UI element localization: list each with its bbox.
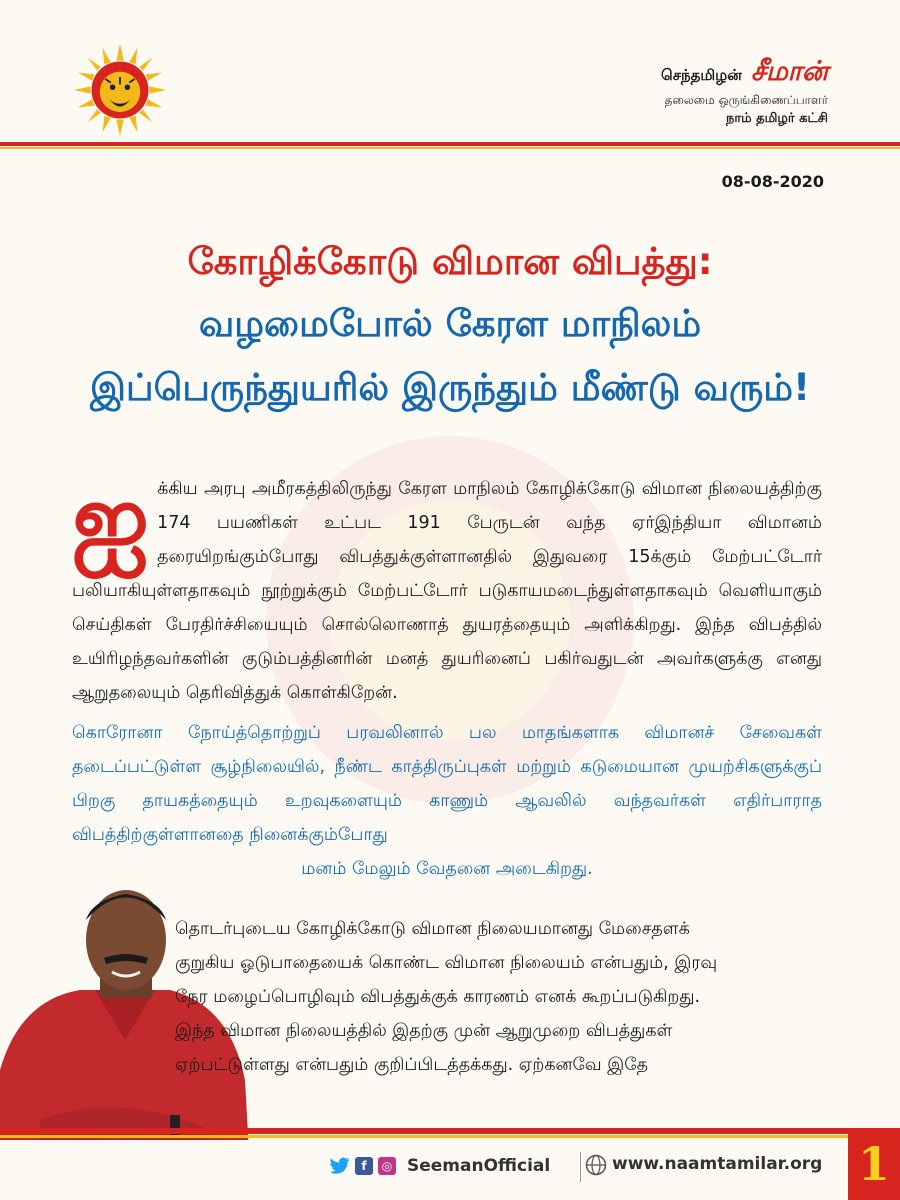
party-name: நாம் தமிழர் கட்சி <box>725 111 828 126</box>
drop-cap: ஐ <box>72 462 150 574</box>
leader-name: சீமான் <box>751 56 828 87</box>
paragraph-2-text: கொரோனா நோய்த்தொற்றுப் பரவலினால் பல மாதங்களாக விமானச் சேவைகள் தடைப்பட்டுள்ள சூழ்நிலையில், நீண்ட காத்திருப்புகள் மற்றும் கடுமையான முயற்சிகளுக்குப் பிறகு தாயகத்தையும் உறவுகளையும் காணும் ஆவலில் வந்தவர்கள் எதிர்பாராத விபத்திற்குள்ளானதை நினைக்கும்போது <box>72 723 822 845</box>
footer-separator <box>580 1152 581 1182</box>
paragraph-3 <box>175 912 825 1082</box>
leader-prefix: செந்தமிழன் <box>661 66 742 84</box>
instagram-icon[interactable]: ◎ <box>378 1157 396 1175</box>
header-divider-accent <box>0 147 900 149</box>
headline-line-3: இப்பெருந்துயரில் இருந்தும் மீண்டு வரும்! <box>90 366 810 409</box>
tiger-logo-icon <box>74 44 166 136</box>
social-links <box>330 1156 550 1176</box>
release-date: 08-08-2020 <box>721 172 824 191</box>
header <box>0 0 900 145</box>
paragraph-1-text: க்கிய அரபு அமீரகத்திலிருந்து கேரள மாநிலம் கோழிக்கோடு விமான நிலையத்திற்கு 174 பயணிகள் உட்பட 191 பேருடன் வந்த ஏர்இந்தியா விமானம் தரையிறங்கும்போது விபத்துக்குள்ளானதில் இதுவரை 15க்கும் மேற்பட்டோர் பலியாகியுள்ளதாகவும் நூற்றுக்கும் மேற்பட்டோர் படுகாயமடைந்துள்ளதாகவும் வெளியாகும் செய்திகள் பேரதிர்ச்சியையும் சொல்லொணாத் துயரத்தையும் அளிக்கிறது. இந்த விபத்தில் உயிரிழந்தவர்களின் குடும்பத்தினரின் மனத் துயரினைப் பகிர்வதுடன் அவர்களுக்கு எனது ஆறுதலையும் தெரிவித்துக் கொள்கிறேன். <box>72 479 822 703</box>
paragraph-2-last-line: மனம் மேலும் வேதனை அடைகிறது. <box>301 859 593 879</box>
headline-line-2: வழமைபோல் கேரள மாநிலம் <box>198 302 702 345</box>
page-number: 1 <box>848 1128 900 1200</box>
paragraph-3-line: குறுகிய ஓடுபாதையைக் கொண்ட விமான நிலையம் என்பதும், இரவு <box>175 953 718 973</box>
headline-line-1: கோழிக்கோடு விமான விபத்து: <box>187 240 713 283</box>
social-handle[interactable]: SeemanOfficial <box>407 1156 551 1176</box>
paragraph-3-line: இந்த விமான நிலையத்தில் இதற்கு முன் ஆறுமுறை விபத்துகள் <box>175 1021 673 1041</box>
website-link[interactable]: www.naamtamilar.org <box>612 1154 823 1174</box>
paragraph-1 <box>72 462 822 710</box>
header-divider <box>0 142 900 146</box>
twitter-icon[interactable] <box>330 1157 350 1175</box>
footer-divider <box>0 1128 900 1134</box>
paragraph-3-line: நேர மழைப்பொழிவும் விபத்துக்குக் காரணம் எனக் கூறப்படுகிறது. <box>175 987 701 1007</box>
paragraph-2 <box>72 716 822 886</box>
paragraph-3-line: தொடர்புடைய கோழிக்கோடு விமான நிலையமானது மேசைதளக் <box>175 919 690 939</box>
globe-icon <box>585 1154 607 1176</box>
footer-divider-accent <box>0 1135 900 1138</box>
leader-role: தலைமை ஒருங்கிணைப்பாளர் <box>664 93 828 107</box>
facebook-icon[interactable]: f <box>355 1157 373 1175</box>
footer <box>0 1140 900 1200</box>
paragraph-3-line: ஏற்பட்டுள்ளது என்பதும் குறிப்பிடத்தக்கது. ஏற்கனவே இதே <box>175 1055 649 1075</box>
headline <box>40 232 860 420</box>
leader-brand <box>661 56 828 127</box>
